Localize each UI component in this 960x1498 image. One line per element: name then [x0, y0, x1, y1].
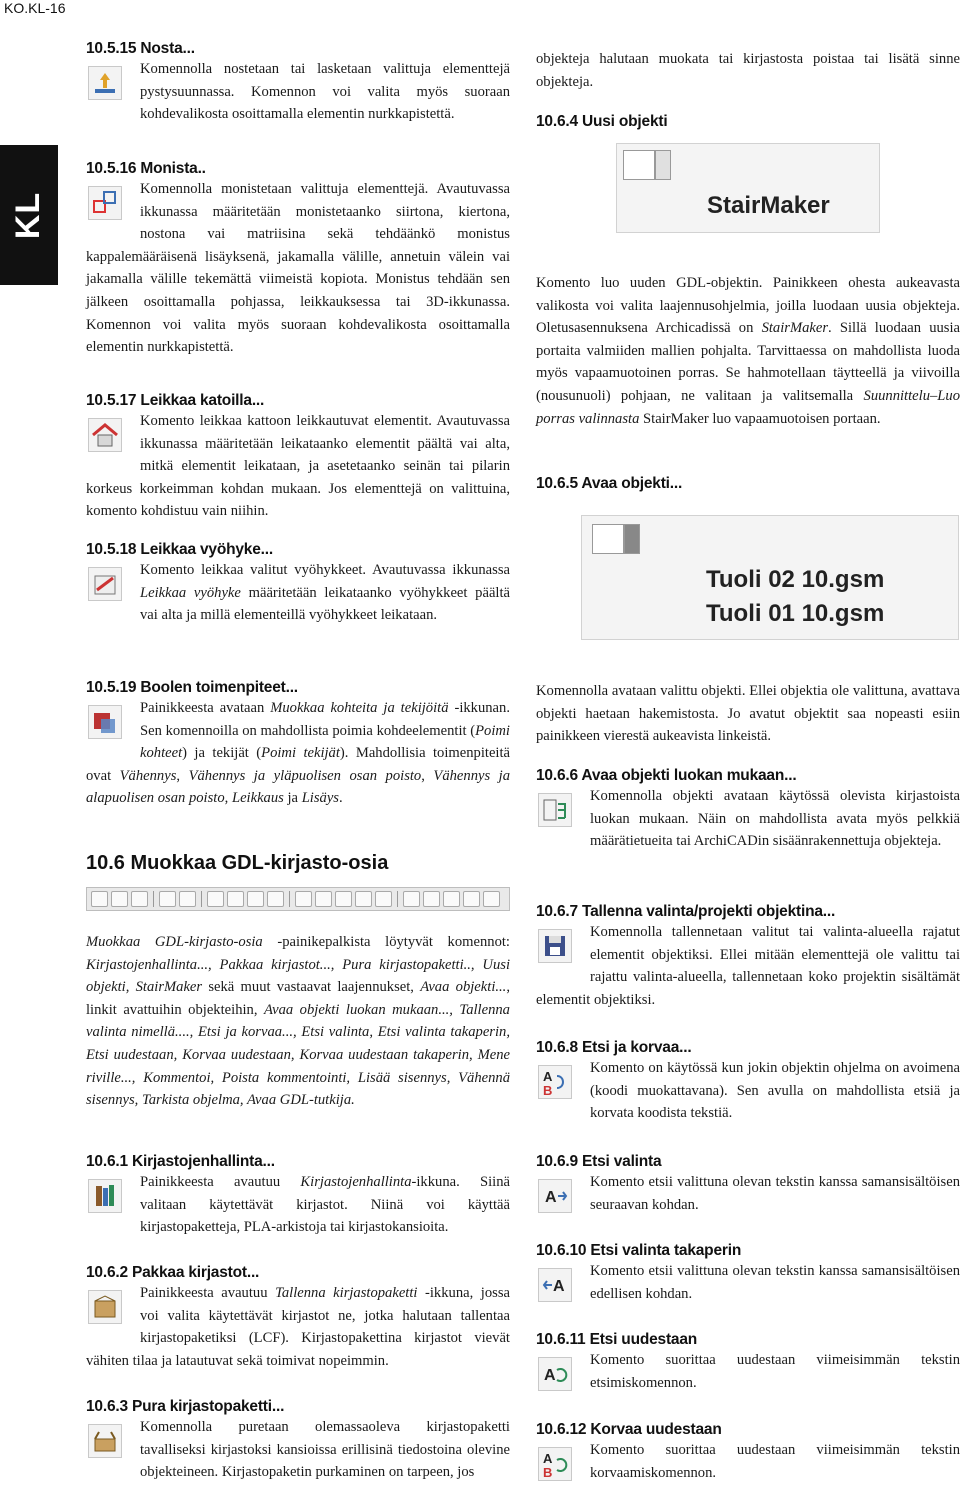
toolbar-button — [335, 891, 352, 907]
toolbar-button — [159, 891, 176, 907]
section-title: 10.6.1 Kirjastojenhallinta... — [86, 1153, 275, 1170]
toolbar-button — [423, 891, 440, 907]
section-body: Komento on käytössä kun jokin objektin ohjelma on avoimena (koodi muokattavana). Sen avulla on mahdollista etsiä ja korvata koodista tekstiä. — [590, 1060, 960, 1122]
svg-text:B: B — [543, 1465, 553, 1480]
multiply-icon — [86, 182, 130, 226]
gdl-toolbar-image — [86, 887, 510, 911]
section-body: Komennolla puretaan olemassaoleva kirjastopaketti tavalliseksi kirjastoksi kansioissa erillisinä tiedostoina olevine objekteineen. Kirjastopaketin purkaminen on tarpeen, jos — [140, 1419, 510, 1481]
section-tallenna — [536, 903, 960, 1011]
section-etsi-valinta — [536, 1153, 960, 1221]
toolbar-button — [315, 891, 332, 907]
section-body: Komennolla avataan valittu objekti. Ellei objektia ole valittuna, avattava objekti haetaan hakemistosta. Jo avatut objektit saa nopeasti esiin painikkeen vierestä aukeavista linkeistä. — [536, 683, 960, 745]
save-as-object-icon — [536, 925, 580, 969]
section-title: 10.6.7 Tallenna valinta/projekti objektina... — [536, 903, 836, 920]
section-body: Komento luo uuden GDL-objektin. Painikkeen ohesta aukeavasta valikosta voi valita laajennusohjelmia, joilla luodaan uusia objekteja. Oletusasennuksena Archicadissä on StairMaker. Sillä luodaan uusia portaita valmiiden mallien pohjalta. Tarvittaessa on mahdollista luoda myös vapaamuotoinen porras. Se hahmotellaan täytteellä ja viivoilla (nousunuoli) pohjaan, ne valitaan ja valitsemalla Suunnittelu–Luo porras valinnasta StairMaker luo vapaamuotoisen portaan. — [536, 275, 960, 427]
section-title: 10.6.11 Etsi uudestaan — [536, 1331, 698, 1348]
toolbar-button — [111, 891, 128, 907]
section-title: 10.6.6 Avaa objekti luokan mukaan... — [536, 767, 797, 784]
chevron-down-icon — [655, 150, 671, 180]
section-title: 10.5.18 Leikkaa vyöhyke... — [86, 541, 273, 558]
toolbar-button — [227, 891, 244, 907]
section-title: 10.5.15 Nosta... — [86, 40, 195, 57]
section-etsi-takaperin — [536, 1242, 960, 1310]
library-manager-icon — [86, 1175, 130, 1219]
section-title: 10.5.16 Monista.. — [86, 160, 206, 177]
open-object-icon — [592, 524, 624, 554]
pack-library-icon — [86, 1286, 130, 1330]
side-tab: KL — [0, 145, 58, 285]
toolbar-button — [247, 891, 264, 907]
svg-text:B: B — [543, 1083, 553, 1098]
toolbar-button — [443, 891, 460, 907]
section-title: 10.6.2 Pakkaa kirjastot... — [86, 1264, 260, 1281]
section-body: Komennolla monistetaan valittuja elementtejä. Avautuvassa ikkunassa määritetään monistetaanko siirtona, kiertona, nostona vai matriisina sekä tehdäänkö monistus kappalemääräisenä lisäyksenä, jakamalla välille, annetuin välein vai jakamalla välille tekemättä viimeistä kopiota. Monistus tehdään sen jälkeen osoittamalla pohjassa, leikkauksessa tai 3D-ikkunassa. Komennon voi valita myös suoraan kohdevalikosta osoittamalla elementin nurkkapistettä. — [86, 181, 510, 356]
section-kirjastojenhallinta — [86, 1153, 510, 1239]
section-title: 10.6.8 Etsi ja korvaa... — [536, 1039, 692, 1056]
section-title: 10.6.5 Avaa objekti... — [536, 475, 683, 492]
link-item: Tuoli 02 10.gsm — [706, 566, 885, 593]
section-etsi-korvaa — [536, 1039, 960, 1125]
section-title: 10.5.17 Leikkaa katoilla... — [86, 392, 265, 409]
section-avaa-objekti-body — [536, 680, 960, 748]
section-title: 10.6.12 Korvaa uudestaan — [536, 1421, 722, 1438]
svg-text:A: A — [543, 1069, 553, 1084]
section-pakkaa — [86, 1264, 510, 1372]
svg-text:A: A — [544, 1367, 556, 1384]
toolbar-button — [355, 891, 372, 907]
open-by-type-icon — [536, 789, 580, 833]
link-item: Tuoli 01 10.gsm — [706, 600, 885, 627]
boolean-icon — [86, 701, 130, 745]
toolbar-button — [91, 891, 108, 907]
toolbar-button — [207, 891, 224, 907]
section-body: Komennolla nostetaan tai lasketaan valittuja elementtejä pystysuunnassa. Komennon voi valita myös suoraan kohdevalikosta osoittamalla elementin nurkkapistettä. — [140, 61, 510, 123]
section-avaa-luokan-mukaan — [536, 767, 960, 853]
section-avaa-objekti — [536, 475, 960, 493]
chapter-heading: 10.6 Muokkaa GDL-kirjasto-osia — [86, 852, 389, 874]
svg-text:A: A — [543, 1451, 553, 1466]
section-korvaa-uudestaan — [536, 1421, 960, 1489]
section-body: Komento etsii valittuna olevan tekstin kanssa samansisältöisen edellisen kohdan. — [590, 1263, 960, 1302]
section-body: Komennolla objekti avataan käytössä olevista kirjastoista luokan mukaan. Näin on mahdollista avata myös pelkkiä määrätietueita tai ArchiCADin sisäänrakennettuja objekteja. — [590, 788, 960, 850]
section-body: Painikkeesta avautuu Tallenna kirjastopaketti -ikkuna, jossa voi valita käytettävät kirjastot ne, jotka halutaan tallentaa kirjastopaketiksi (LCF). Kirjastopakettina kirjastot vievät vähiten tilaa ja latautuvat sekä toimivat nopeimmin. — [86, 1285, 510, 1369]
section-body: Komento suorittaa uudestaan viimeisimmän tekstin korvaamiskomennon. — [590, 1442, 960, 1481]
section-uusi-objekti — [536, 113, 960, 131]
section-title: 10.6.10 Etsi valinta takaperin — [536, 1242, 742, 1259]
section-body: Painikkeesta avataan Muokkaa kohteita ja tekijöitä -ikkunan. Sen komennoilla on mahdollista poimia kohdeelementit (Poimi kohteet) ja tekijät (Poimi tekijät). Mahdollisia toimenpiteitä ovat Vähennys, Vähennys ja yläpuolisen osan poisto, Vähennys ja alapuolisen osan poisto, Leikkaus ja Lisäys. — [86, 700, 511, 807]
section-body: Komento leikkaa valitut vyöhykkeet. Avautuvassa ikkunassa Leikkaa vyöhyke määritetään leikataanko vyöhykkeet päältä vai alta ja millä elementeillä vyöhykkeet leikataan. — [140, 562, 511, 624]
chevron-down-icon — [624, 524, 640, 554]
find-selection-icon — [536, 1175, 580, 1219]
find-replace-icon — [536, 1061, 580, 1105]
trim-to-roof-icon — [86, 414, 130, 458]
section-monista — [86, 160, 510, 359]
stairmaker-label: StairMaker — [707, 192, 830, 219]
toolbar-button — [179, 891, 196, 907]
section-pura — [86, 1398, 510, 1484]
section-uusi-objekti-body — [536, 272, 960, 430]
section-body: Komento suorittaa uudestaan viimeisimmän tekstin etsimiskomennon. — [590, 1352, 960, 1391]
svg-text:A: A — [545, 1189, 557, 1206]
section-body: Painikkeesta avautuu Kirjastojenhallinta-ikkuna. Siinä valitaan käytettävät kirjastot. Niinä voi käyttää kirjastopaketteja, PLA-arkistoja tai kirjastokansioita. — [140, 1174, 510, 1236]
elevate-icon — [86, 62, 130, 106]
section-leikkaa-katoilla — [86, 392, 510, 523]
section-title: 10.6.4 Uusi objekti — [536, 113, 668, 130]
section-body: objekteja halutaan muokata tai kirjastosta poistaa tai lisätä sinne objekteja. — [536, 51, 960, 90]
find-again-icon — [536, 1353, 580, 1397]
open-object-links-image — [581, 515, 959, 640]
trim-zone-icon — [86, 563, 130, 607]
section-body: Muokkaa GDL-kirjasto-osia -painikepalkista löytyvät komennot: Kirjastojenhallinta..., Pakkaa kirjastot..., Pura kirjastopaketti.., Uusi objekti, StairMaker sekä muut vastaavat laajennukset, Avaa objekti..., linkit avattuihin objekteihin, Avaa objekti luokan mukaan..., Tallenna valinta nimellä...., Etsi ja korvaa..., Etsi valinta, Etsi valinta takaperin, Etsi uudestaan, Korvaa uudestaan, Korvaa uudestaan takaperin, Mene riville..., Kommentoi, Poista kommentointi, Lisää sisennys, Vähennä sisennys, Tarkista objelma, Avaa GDL-tutkija. — [86, 934, 510, 1109]
replace-again-icon — [536, 1443, 580, 1487]
find-backward-icon — [536, 1264, 580, 1308]
section-body: Komento etsii valittuna olevan tekstin kanssa samansisältöisen seuraavan kohdan. — [590, 1174, 960, 1213]
toolbar-button — [483, 891, 500, 907]
svg-text:A: A — [553, 1278, 565, 1295]
section-intro — [86, 931, 510, 1112]
section-boolen — [86, 679, 510, 810]
section-etsi-uudestaan — [536, 1331, 960, 1399]
section-nosta — [86, 40, 510, 126]
section-body: Komennolla tallennetaan valitut tai valinta-alueella rajatut elementit objektiksi. Ellei mitään elementtejä ole valittu tai rajattu valinta-alueella, tallennetaan koko projektin sisältämät elementit objektiksi. — [536, 924, 960, 1008]
stairmaker-menu-image — [616, 143, 880, 233]
toolbar-button — [463, 891, 480, 907]
section-title: 10.5.19 Boolen toimenpiteet... — [86, 679, 298, 696]
toolbar-button — [403, 891, 420, 907]
toolbar-button — [267, 891, 284, 907]
section-leikkaa-vyohyke — [86, 541, 510, 627]
unpack-library-icon — [86, 1420, 130, 1464]
section-body: Komento leikkaa kattoon leikkautuvat elementit. Avautuvassa ikkunassa määritetään leikataanko elementit päältä vai alta, mitkä elementit leikataan, ja asetetaanko seinän tai pilarin korkeus korkeimman kohdan mukaan. Jos elementtejä on valittuina, komento kohdistuu vain niihin. — [86, 413, 510, 520]
new-object-icon — [623, 150, 655, 180]
toolbar-button — [375, 891, 392, 907]
toolbar-button — [295, 891, 312, 907]
section-title: 10.6.9 Etsi valinta — [536, 1153, 662, 1170]
page-id: KO.KL-16 — [4, 0, 66, 16]
toolbar-button — [131, 891, 148, 907]
section-continuation — [536, 48, 960, 93]
section-title: 10.6.3 Pura kirjastopaketti... — [86, 1398, 285, 1415]
